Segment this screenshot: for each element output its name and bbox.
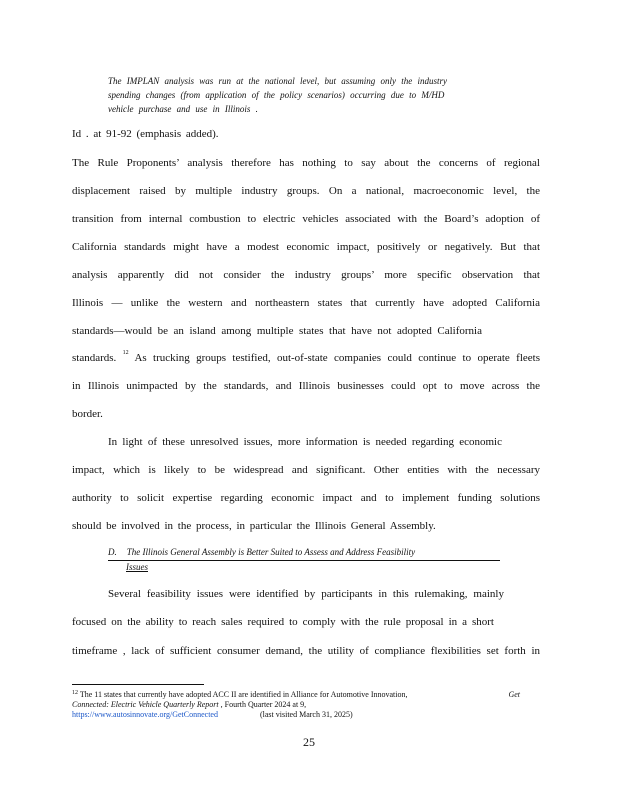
- heading-text-line2: Issues: [126, 562, 148, 572]
- footnote-italic: Get: [508, 690, 520, 699]
- footnote: [72, 690, 520, 720]
- quote-line: The IMPLAN analysis was run at the national level, but assuming only the industry: [108, 76, 447, 86]
- quote-line: vehicle purchase and use in Illinois .: [108, 104, 258, 114]
- paragraph-line: analysis apparently did not consider the industry groups’ more specific observation that: [72, 269, 540, 281]
- paragraph-line: standards—would be an island among multiple states that have not adopted California: [72, 325, 482, 337]
- heading-text: The Illinois General Assembly is Better Suited to Assess and Address Feasibility: [126, 547, 416, 557]
- paragraph-line: In light of these unresolved issues, more information is needed regarding economic: [108, 436, 502, 448]
- footnote-text: (last visited March 31, 2025): [259, 710, 353, 719]
- paragraph-line: transition from internal combustion to electric vehicles associated with the Board’s adoption of: [72, 213, 540, 225]
- paragraph-line: authority to solicit expertise regarding economic impact and to implement funding solutions: [72, 492, 540, 504]
- footnote-text: The 11 states that currently have adopted ACC II are identified in Alliance for Automotive Innovation,: [79, 690, 408, 699]
- paragraph-line: border.: [72, 408, 103, 420]
- heading-letter: D.: [108, 547, 117, 557]
- footnote-report-title: Connected: Electric Vehicle Quarterly Report: [72, 700, 219, 709]
- section-heading: [108, 546, 500, 574]
- paragraph-line: displacement raised by multiple industry groups. On a national, macroeconomic level, the: [72, 185, 540, 197]
- block-quote: [108, 74, 508, 116]
- paragraph-line: timeframe , lack of sufficient consumer demand, the utility of compliance flexibilities set forth in: [72, 645, 540, 657]
- page-number: 25: [303, 735, 315, 749]
- citation: Id . at 91-92 (emphasis added).: [72, 128, 219, 140]
- paragraph-line-with-footnote: [72, 352, 540, 364]
- footnote-marker[interactable]: 12: [122, 350, 129, 356]
- paragraph-line: The Rule Proponents’ analysis therefore has nothing to say about the concerns of regional: [72, 157, 540, 169]
- footnote-link[interactable]: https://www.autosinnovate.org/GetConnected: [72, 710, 218, 719]
- quote-line: spending changes (from application of the policy scenarios) occurring due to M/HD: [108, 90, 445, 100]
- paragraph-line: in Illinois unimpacted by the standards, and Illinois businesses could opt to move across the: [72, 380, 540, 392]
- paragraph-line: Illinois — unlike the western and northeastern states that currently have adopted California: [72, 297, 540, 309]
- paragraph-text: standards.: [72, 352, 117, 364]
- footnote-number: 12: [72, 690, 78, 696]
- paragraph-line: impact, which is likely to be widespread and significant. Other entities with the necessary: [72, 464, 540, 476]
- paragraph-line: California standards might have a modest economic impact, positively or negatively. But that: [72, 241, 540, 253]
- paragraph-line: focused on the ability to reach sales required to comply with the rule proposal in a short: [72, 616, 494, 628]
- footnote-text: , Fourth Quarter 2024 at 9,: [220, 700, 307, 709]
- paragraph-text: As trucking groups testified, out-of-state companies could continue to operate fleets: [134, 352, 541, 364]
- paragraph-line: should be involved in the process, in particular the Illinois General Assembly.: [72, 520, 436, 532]
- paragraph-line: Several feasibility issues were identified by participants in this rulemaking, mainly: [108, 588, 504, 600]
- footnote-separator: [72, 684, 204, 685]
